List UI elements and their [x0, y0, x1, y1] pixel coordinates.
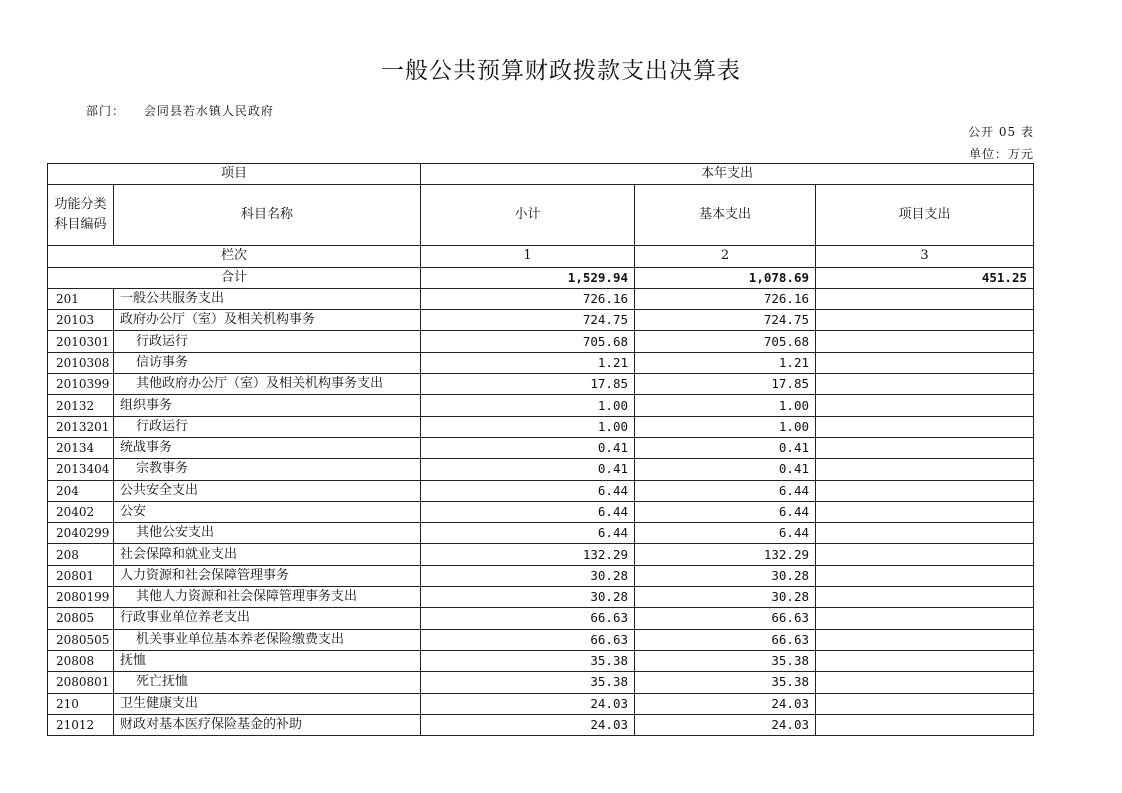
table-row — [48, 501, 1034, 522]
row-project — [816, 480, 1034, 501]
row-subtotal: 6.44 — [421, 501, 635, 522]
row-subject-name: 机关事业单位基本养老保险缴费支出 — [114, 629, 421, 650]
row-basic: 1.21 — [635, 352, 816, 373]
row-subtotal: 0.41 — [421, 437, 635, 458]
row-subtotal: 66.63 — [421, 608, 635, 629]
row-subtotal: 30.28 — [421, 587, 635, 608]
row-subtotal: 0.41 — [421, 459, 635, 480]
table-row — [48, 352, 1034, 373]
row-project — [816, 714, 1034, 735]
row-project — [816, 629, 1034, 650]
row-subject-name: 公共安全支出 — [114, 480, 421, 501]
total-basic: 1,078.69 — [635, 267, 816, 288]
row-code: 2013404 — [48, 459, 114, 480]
department-line — [86, 102, 274, 119]
row-basic: 0.41 — [635, 459, 816, 480]
table-row — [48, 374, 1034, 395]
row-subject-name: 宗教事务 — [114, 459, 421, 480]
table-row — [48, 693, 1034, 714]
header-subtotal: 小计 — [421, 185, 635, 246]
row-basic: 24.03 — [635, 693, 816, 714]
table-row — [48, 459, 1034, 480]
row-subtotal: 24.03 — [421, 693, 635, 714]
row-basic: 17.85 — [635, 374, 816, 395]
row-subject-name: 其他人力资源和社会保障管理事务支出 — [114, 587, 421, 608]
row-project — [816, 310, 1034, 331]
column-index-1: 1 — [421, 246, 635, 267]
total-row — [48, 267, 1034, 288]
table-row — [48, 587, 1034, 608]
row-subtotal: 6.44 — [421, 523, 635, 544]
header-row-1 — [48, 164, 1034, 185]
row-subject-name: 一般公共服务支出 — [114, 288, 421, 309]
table-row — [48, 565, 1034, 586]
row-subject-name: 统战事务 — [114, 437, 421, 458]
row-code: 2010301 — [48, 331, 114, 352]
column-index-2: 2 — [635, 246, 816, 267]
row-project — [816, 565, 1034, 586]
row-project — [816, 374, 1034, 395]
row-basic: 6.44 — [635, 501, 816, 522]
header-basic: 基本支出 — [635, 185, 816, 246]
row-code: 2010399 — [48, 374, 114, 395]
header-current-year: 本年支出 — [421, 164, 1034, 185]
row-subject-name: 抚恤 — [114, 650, 421, 671]
column-index-3: 3 — [816, 246, 1034, 267]
row-project — [816, 395, 1034, 416]
row-subject-name: 行政事业单位养老支出 — [114, 608, 421, 629]
column-index-row — [48, 246, 1034, 267]
row-project — [816, 544, 1034, 565]
table-row — [48, 650, 1034, 671]
header-project: 项目 — [48, 164, 421, 185]
row-subject-name: 行政运行 — [114, 331, 421, 352]
row-subtotal: 30.28 — [421, 565, 635, 586]
header-subject-name: 科目名称 — [114, 185, 421, 246]
row-basic: 726.16 — [635, 288, 816, 309]
row-project — [816, 459, 1034, 480]
row-project — [816, 608, 1034, 629]
row-subtotal: 66.63 — [421, 629, 635, 650]
unit-label: 单位：万元 — [968, 147, 1034, 161]
table-row — [48, 416, 1034, 437]
row-basic: 724.75 — [635, 310, 816, 331]
row-subtotal: 726.16 — [421, 288, 635, 309]
row-subject-name: 人力资源和社会保障管理事务 — [114, 565, 421, 586]
table-row — [48, 480, 1034, 501]
row-basic: 705.68 — [635, 331, 816, 352]
column-index-label: 栏次 — [48, 246, 421, 267]
row-basic: 132.29 — [635, 544, 816, 565]
row-subject-name: 其他政府办公厅（室）及相关机构事务支出 — [114, 374, 421, 395]
table-row — [48, 544, 1034, 565]
row-basic: 1.00 — [635, 395, 816, 416]
row-subtotal: 705.68 — [421, 331, 635, 352]
row-project — [816, 523, 1034, 544]
row-code: 2013201 — [48, 416, 114, 437]
row-code: 20808 — [48, 650, 114, 671]
row-subtotal: 1.00 — [421, 416, 635, 437]
table-row — [48, 523, 1034, 544]
row-basic: 35.38 — [635, 672, 816, 693]
row-subject-name: 社会保障和就业支出 — [114, 544, 421, 565]
header-project-exp: 项目支出 — [816, 185, 1034, 246]
row-project — [816, 352, 1034, 373]
row-subtotal: 724.75 — [421, 310, 635, 331]
row-project — [816, 693, 1034, 714]
table-row — [48, 629, 1034, 650]
row-basic: 30.28 — [635, 587, 816, 608]
row-basic: 35.38 — [635, 650, 816, 671]
row-code: 2080199 — [48, 587, 114, 608]
table-row — [48, 714, 1034, 735]
row-subject-name: 组织事务 — [114, 395, 421, 416]
row-code: 2040299 — [48, 523, 114, 544]
row-basic: 6.44 — [635, 480, 816, 501]
row-project — [816, 501, 1034, 522]
row-subject-name: 公安 — [114, 501, 421, 522]
row-code: 20132 — [48, 395, 114, 416]
page-title: 一般公共预算财政拨款支出决算表 — [381, 58, 741, 84]
row-basic: 24.03 — [635, 714, 816, 735]
row-code: 21012 — [48, 714, 114, 735]
row-basic: 0.41 — [635, 437, 816, 458]
row-basic: 66.63 — [635, 629, 816, 650]
table-row — [48, 288, 1034, 309]
table-row — [48, 310, 1034, 331]
row-project — [816, 587, 1034, 608]
row-subject-name: 卫生健康支出 — [114, 693, 421, 714]
total-project: 451.25 — [816, 267, 1034, 288]
row-code: 2010308 — [48, 352, 114, 373]
header-row-2 — [48, 185, 1034, 246]
row-subject-name: 信访事务 — [114, 352, 421, 373]
table-row — [48, 331, 1034, 352]
row-basic: 6.44 — [635, 523, 816, 544]
row-subtotal: 35.38 — [421, 650, 635, 671]
row-subtotal: 6.44 — [421, 480, 635, 501]
row-basic: 1.00 — [635, 416, 816, 437]
row-subject-name: 其他公安支出 — [114, 523, 421, 544]
form-number: 公开 05 表 — [968, 125, 1034, 139]
row-code: 20801 — [48, 565, 114, 586]
row-subject-name: 财政对基本医疗保险基金的补助 — [114, 714, 421, 735]
row-subject-name: 死亡抚恤 — [114, 672, 421, 693]
header-func-code: 功能分类科目编码 — [48, 185, 114, 246]
row-code: 2080505 — [48, 629, 114, 650]
table-row — [48, 672, 1034, 693]
expenditure-table — [47, 163, 1034, 736]
row-subtotal: 1.21 — [421, 352, 635, 373]
row-code: 201 — [48, 288, 114, 309]
row-project — [816, 331, 1034, 352]
total-label: 合计 — [48, 267, 421, 288]
row-code: 20805 — [48, 608, 114, 629]
row-basic: 66.63 — [635, 608, 816, 629]
row-code: 2080801 — [48, 672, 114, 693]
total-subtotal: 1,529.94 — [421, 267, 635, 288]
row-subtotal: 24.03 — [421, 714, 635, 735]
row-project — [816, 437, 1034, 458]
row-code: 204 — [48, 480, 114, 501]
row-code: 20103 — [48, 310, 114, 331]
row-project — [816, 650, 1034, 671]
row-code: 20134 — [48, 437, 114, 458]
department-label: 部门： — [86, 104, 126, 118]
row-subtotal: 1.00 — [421, 395, 635, 416]
row-code: 208 — [48, 544, 114, 565]
row-project — [816, 416, 1034, 437]
row-subject-name: 政府办公厅（室）及相关机构事务 — [114, 310, 421, 331]
row-project — [816, 288, 1034, 309]
table-row — [48, 395, 1034, 416]
row-project — [816, 672, 1034, 693]
row-code: 210 — [48, 693, 114, 714]
row-code: 20402 — [48, 501, 114, 522]
table-row — [48, 608, 1034, 629]
row-subtotal: 132.29 — [421, 544, 635, 565]
row-subtotal: 35.38 — [421, 672, 635, 693]
row-basic: 30.28 — [635, 565, 816, 586]
row-subject-name: 行政运行 — [114, 416, 421, 437]
row-subtotal: 17.85 — [421, 374, 635, 395]
table-row — [48, 437, 1034, 458]
department-name: 会同县若水镇人民政府 — [143, 104, 274, 118]
